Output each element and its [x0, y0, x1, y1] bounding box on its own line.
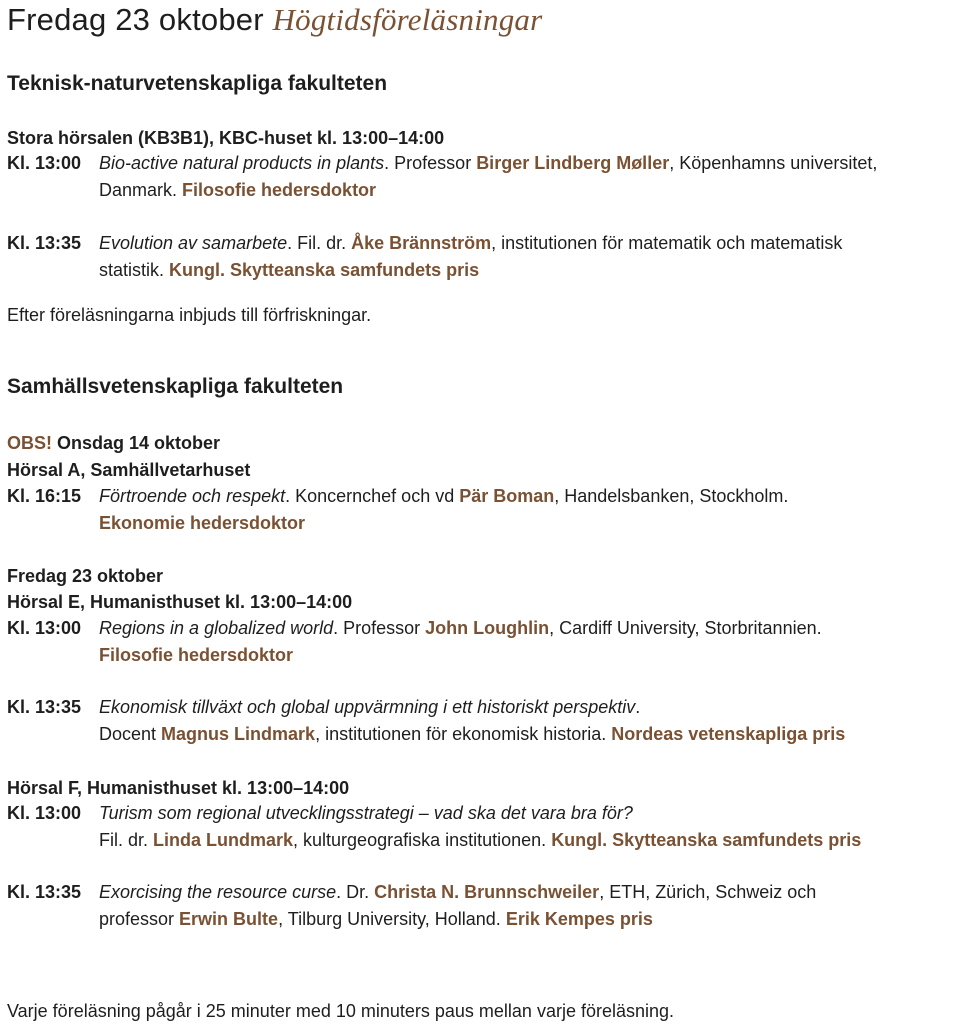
lecture-text: , Tilburg University, Holland. [278, 909, 506, 929]
lecture-topic: Evolution av samarbete [99, 233, 288, 253]
lecture-text: , Handelsbanken, Stockholm. [554, 486, 789, 506]
venue-horsal-f: Hörsal F, Humanisthuset kl. 13:00–14:00 [7, 778, 350, 798]
lecture-line [99, 486, 788, 507]
lecturer-name: Magnus Lindmark [161, 724, 316, 744]
obs-label: OBS! [7, 433, 52, 453]
lecture-topic: Exorcising the resource curse [99, 882, 337, 902]
lecture-text: . [635, 697, 641, 717]
lecture-text: Danmark. [99, 180, 183, 200]
page-title [7, 2, 542, 38]
obs-notice [7, 432, 220, 454]
award-label: Kungl. Skytteanska samfundets pris [169, 260, 480, 280]
faculty-heading-samhall: Samhällsvetenskapliga fakulteten [7, 375, 344, 398]
lecture-topic: Ekonomisk tillväxt och global uppvärmning i ett historiskt perspektiv [99, 697, 636, 717]
lecture-time: Kl. 16:15 [7, 486, 82, 506]
refreshments-note: Efter föreläsningarna inbjuds till förfriskningar. [7, 305, 372, 325]
lecture-time: Kl. 13:35 [7, 882, 82, 902]
award-label: Erik Kempes pris [505, 909, 653, 929]
lecture-line [99, 909, 653, 930]
lecture-text: . Dr. [336, 882, 375, 902]
venue-stora-horsalen: Stora hörsalen (KB3B1), KBC-huset kl. 13:00–14:00 [7, 128, 445, 148]
lecture-time: Kl. 13:35 [7, 233, 82, 253]
obs-date: Onsdag 14 oktober [52, 433, 221, 453]
lecture-text: , institutionen för matematik och matematisk [491, 233, 843, 253]
lecture-line [99, 513, 305, 534]
lecture-text: Fil. dr. [99, 830, 154, 850]
lecture-text: statistik. [99, 260, 170, 280]
venue-horsal-a: Hörsal A, Samhällvetarhuset [7, 460, 251, 480]
lecture-time: Kl. 13:00 [7, 803, 82, 823]
lecturer-name: Erwin Bulte [179, 909, 279, 929]
lecture-topic: Turism som regional utvecklingsstrategi – vad ska det vara bra för? [99, 803, 633, 823]
lecture-time: Kl. 13:00 [7, 153, 82, 173]
title-date: Fredag 23 oktober [7, 2, 264, 37]
lecture-line [99, 260, 479, 281]
award-label: Filosofie hedersdoktor [182, 180, 377, 200]
lecture-text: . Professor [333, 618, 426, 638]
lecture-time: Kl. 13:00 [7, 618, 82, 638]
lecture-topic: Förtroende och respekt [99, 486, 286, 506]
award-label: Ekonomie hedersdoktor [99, 513, 306, 533]
lecture-line [99, 724, 845, 745]
lecture-text: , ETH, Zürich, Schweiz och [599, 882, 817, 902]
lecturer-name: John Loughlin [425, 618, 550, 638]
lecturer-name: Åke Brännström [351, 233, 492, 253]
lecture-line [99, 882, 816, 903]
lecture-text: , institutionen för ekonomisk historia. [315, 724, 612, 744]
lecture-text: . Fil. dr. [287, 233, 352, 253]
title-subtitle: Högtidsföreläsningar [272, 2, 543, 37]
lecturer-name: Pär Boman [459, 486, 555, 506]
lecture-time: Kl. 13:35 [7, 697, 82, 717]
lecture-line [99, 180, 376, 201]
lecture-line [99, 153, 877, 174]
lecture-line [99, 697, 640, 718]
lecture-line [99, 645, 293, 666]
lecturer-name: Linda Lundmark [153, 830, 294, 850]
lecture-line [99, 618, 822, 639]
lecture-text: , Köpenhamns universitet, [669, 153, 878, 173]
lecture-text: . Professor [384, 153, 477, 173]
lecture-line [99, 803, 633, 824]
lecturer-name: Christa N. Brunnschweiler [374, 882, 600, 902]
award-label: Kungl. Skytteanska samfundets pris [551, 830, 862, 850]
lecture-text: , Cardiff University, Storbritannien. [549, 618, 822, 638]
faculty-heading-teknisk: Teknisk-naturvetenskapliga fakulteten [7, 72, 388, 95]
lecture-text: , kulturgeografiska institutionen. [293, 830, 552, 850]
lecture-line [99, 233, 842, 254]
lecture-topic: Bio-active natural products in plants [99, 153, 385, 173]
lecturer-name: Birger Lindberg Møller [476, 153, 670, 173]
venue-horsal-e: Hörsal E, Humanisthuset kl. 13:00–14:00 [7, 592, 353, 612]
award-label: Nordeas vetenskapliga pris [611, 724, 846, 744]
footer-note: Varje föreläsning pågår i 25 minuter med 10 minuters paus mellan varje föreläsning. [7, 1001, 675, 1021]
lecture-line [99, 830, 861, 851]
lecture-text: professor [99, 909, 180, 929]
date-heading: Fredag 23 oktober [7, 566, 164, 586]
lecture-text: Docent [99, 724, 162, 744]
lecture-text: . Koncernchef och vd [285, 486, 460, 506]
award-label: Filosofie hedersdoktor [99, 645, 294, 665]
lecture-topic: Regions in a globalized world [99, 618, 334, 638]
